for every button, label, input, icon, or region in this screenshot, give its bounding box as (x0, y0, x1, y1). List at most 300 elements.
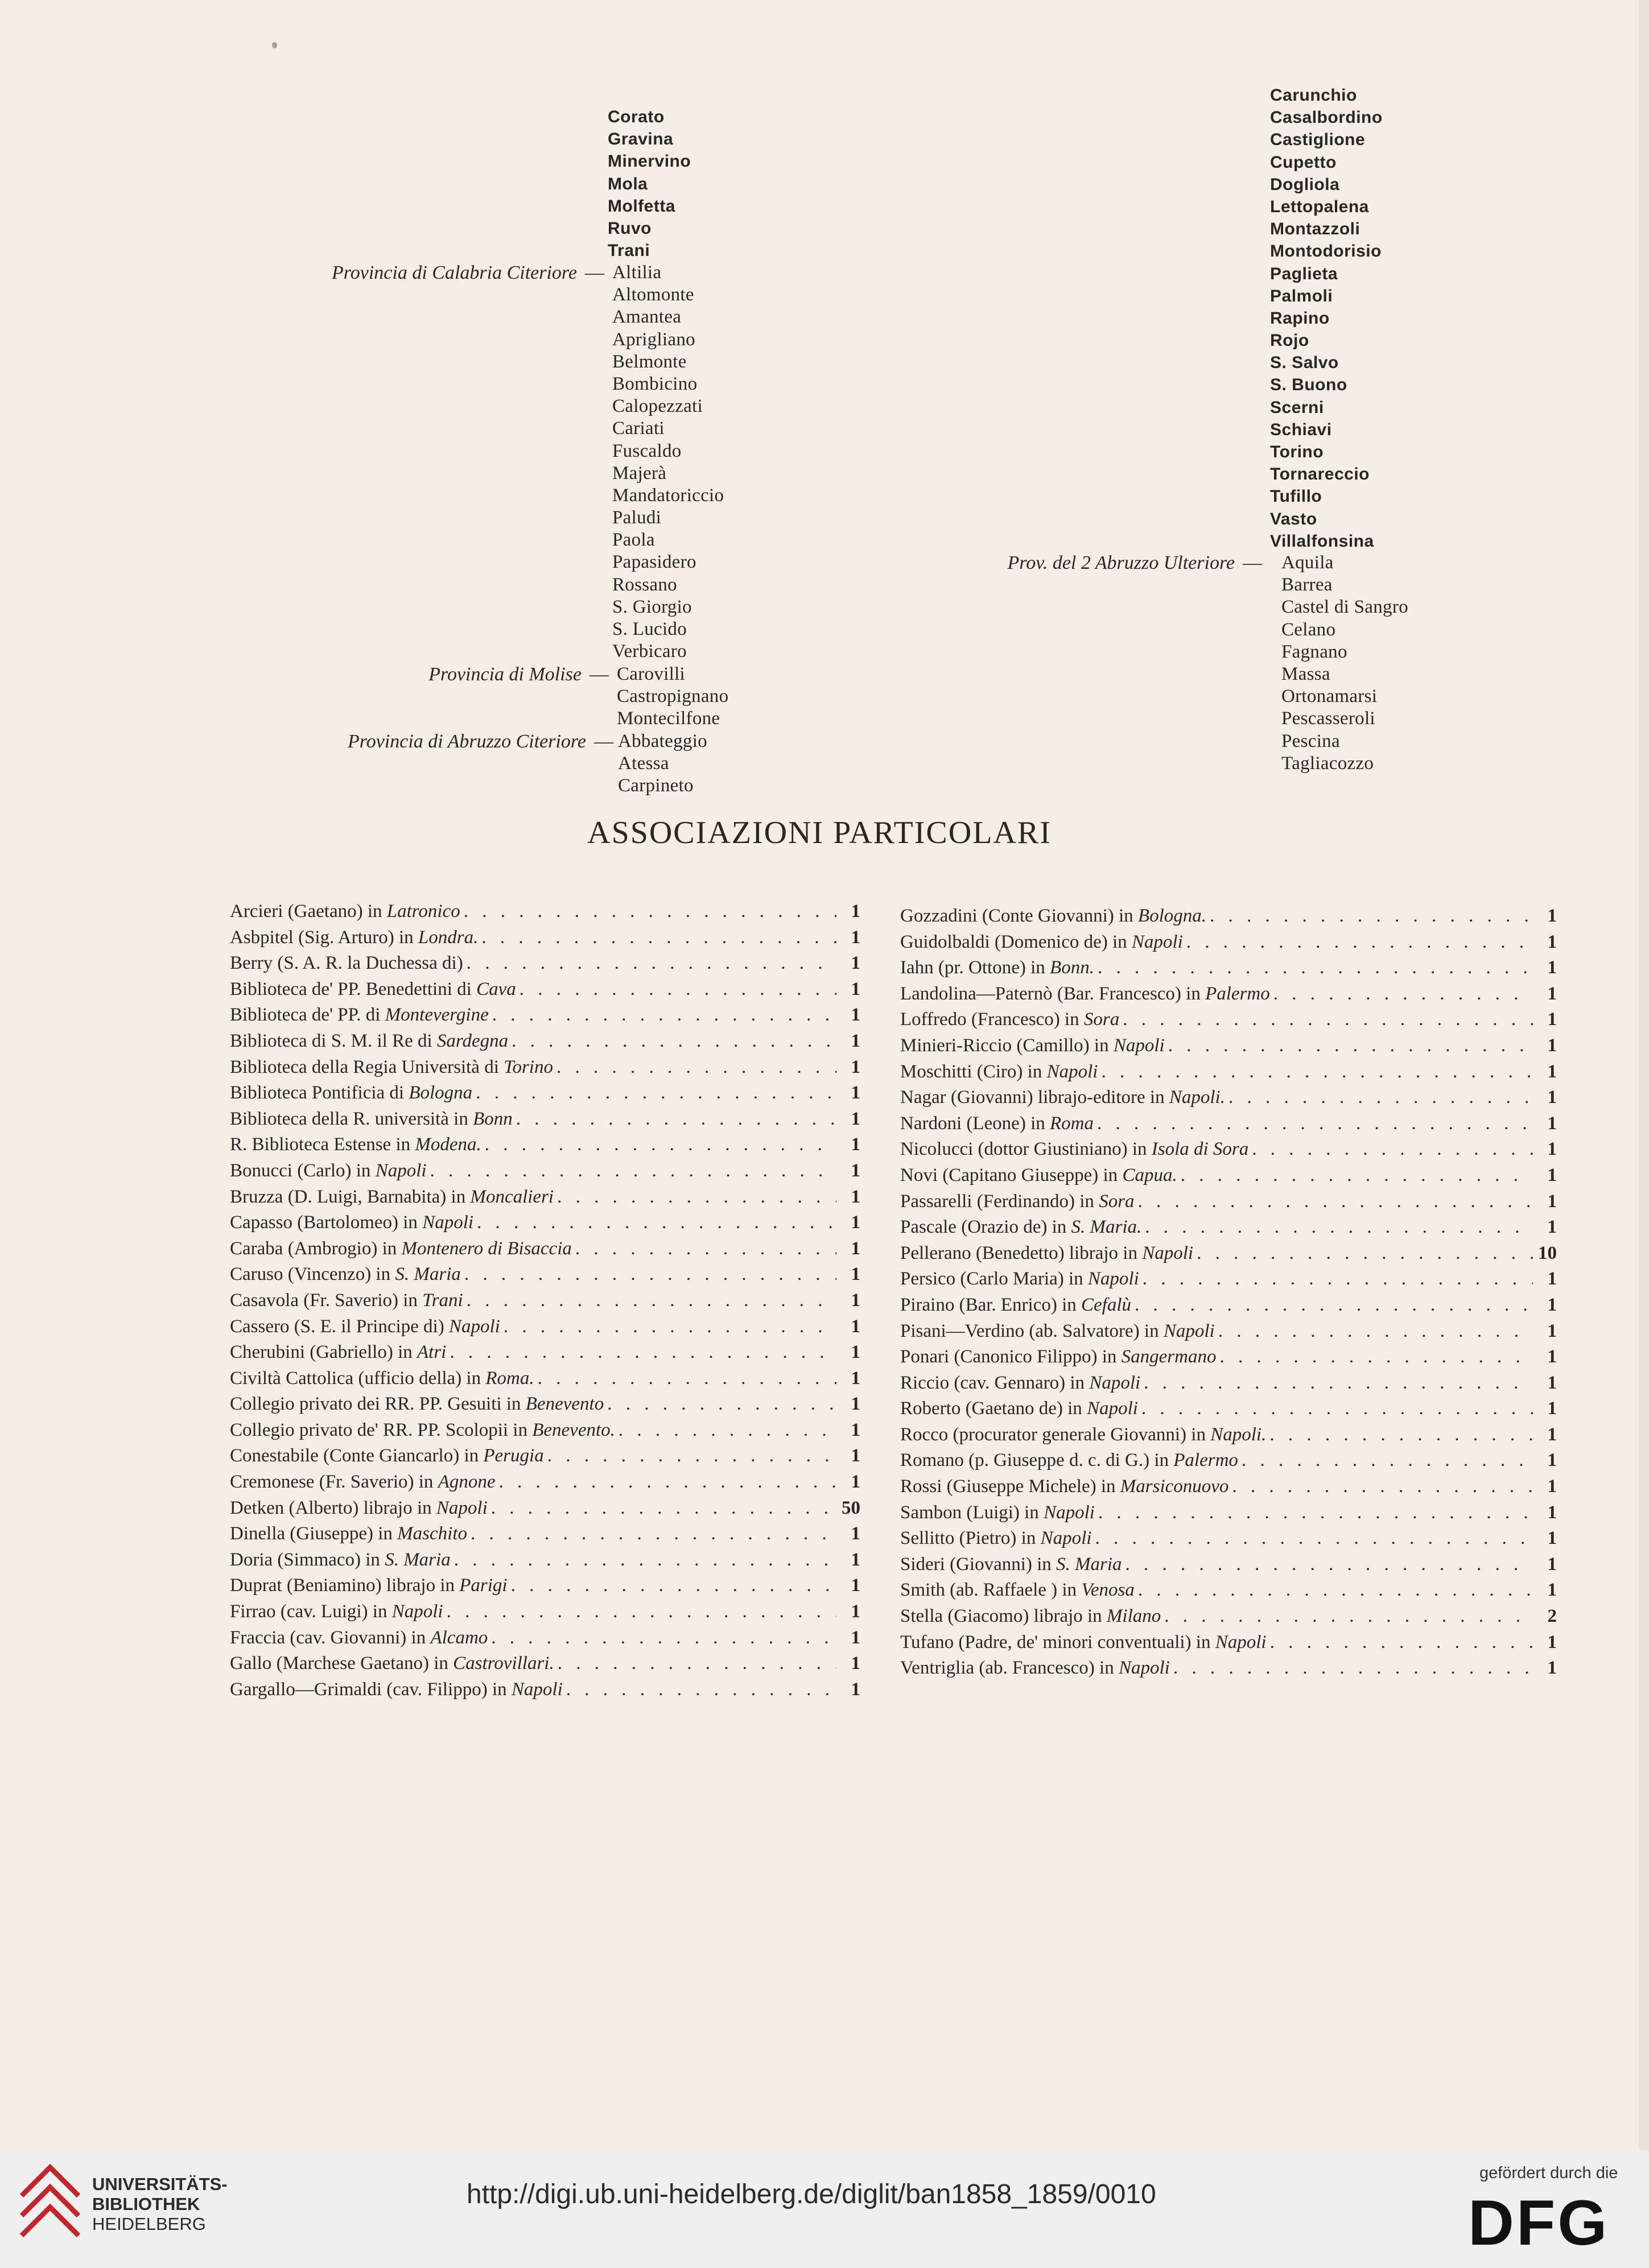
copies-count: 50 (842, 1497, 860, 1518)
subscriber-place: Palermo (1173, 1450, 1238, 1471)
subscriber-entry (900, 1344, 1557, 1370)
subscriber-name-text: Biblioteca della Regia Università di (230, 1056, 504, 1077)
subscriber-name-text: R. Biblioteca Estense in (230, 1134, 415, 1155)
province-label-abruzzo-ulteriore: Prov. del 2 Abruzzo Ulteriore — (1007, 552, 1262, 573)
copies-count: 1 (1547, 1061, 1557, 1082)
subscriber-name-text: Capasso (Bartolomeo) in (230, 1212, 423, 1233)
town-name: Scerni (1270, 398, 1324, 417)
subscriber-name-text: Riccio (cav. Gennaro) in (900, 1372, 1090, 1393)
subscriber-name-text: Loffredo (Francesco) in (900, 1009, 1084, 1030)
town-name: Corato (608, 108, 665, 126)
dot-leader (1097, 1111, 1533, 1137)
subscriber-entry (900, 929, 1557, 956)
subscriber-place: Napoli (436, 1497, 488, 1518)
subscriber-place: Parigi (459, 1575, 508, 1596)
subscriber-name-text: Gargallo—Grimaldi (cav. Filippo) in (230, 1679, 512, 1700)
subscriber-entry (900, 1552, 1557, 1578)
subscriber-place: Trani (422, 1290, 463, 1311)
subscriber-name (230, 977, 516, 1003)
subscriber-entry (230, 1677, 860, 1703)
dot-leader (447, 1599, 836, 1625)
town-name: Pescasseroli (1281, 708, 1375, 729)
library-name-line2: BIBLIOTHEK (92, 2194, 200, 2214)
dot-leader (454, 1547, 836, 1573)
subscriber-name-text: Tufano (Padre, de' minori conventuali) in (900, 1631, 1215, 1653)
dot-leader (1219, 1344, 1533, 1370)
copies-count: 1 (1547, 1191, 1557, 1212)
copies-count: 1 (1547, 1346, 1557, 1368)
subscriber-place: Roma. (485, 1368, 534, 1389)
subscriber-name (900, 1526, 1091, 1552)
subscriber-name-text: Conestabile (Conte Giancarlo) in (230, 1445, 484, 1466)
subscriber-entry (900, 1033, 1557, 1059)
copies-count: 1 (1547, 1320, 1557, 1341)
subscriber-entry (230, 1055, 860, 1081)
subscriber-name-text: Fraccia (cav. Giovanni) in (230, 1627, 431, 1648)
library-name (92, 2174, 228, 2234)
town-name: Amantea (612, 307, 682, 328)
subscriber-name (900, 1007, 1119, 1033)
dot-leader (450, 1340, 836, 1366)
town-name: Torino (1270, 443, 1324, 461)
subscriber-name-text: Bruzza (D. Luigi, Barnabita) in (230, 1186, 471, 1207)
dot-leader (557, 1184, 836, 1211)
town-name: Papasidero (612, 552, 696, 573)
copies-count: 1 (851, 1290, 860, 1311)
subscriber-place: Atri (417, 1342, 447, 1363)
subscriber-place: Napoli (1215, 1631, 1267, 1653)
subscriber-place: Sora (1099, 1191, 1135, 1212)
subscriber-entry (230, 925, 860, 951)
subscriber-name (900, 1111, 1094, 1137)
town-name: Paglieta (1270, 264, 1338, 283)
subscriber-place: Napoli (1046, 1061, 1098, 1082)
dot-leader (1144, 1370, 1533, 1397)
subscriber-name (900, 1189, 1135, 1215)
subscriber-name-text: Doria (Simmaco) in (230, 1549, 385, 1570)
copies-count: 1 (851, 1342, 860, 1363)
subscriber-entry (900, 1292, 1557, 1319)
dot-leader (1098, 1500, 1533, 1526)
subscriber-name (230, 1106, 513, 1133)
subscriber-name (230, 1677, 563, 1703)
subscriber-name-text: Piraino (Bar. Enrico) in (900, 1294, 1082, 1315)
subscriber-place: Napoli (1040, 1528, 1092, 1549)
dot-leader (476, 1080, 836, 1106)
subscriber-name-text: Sellitto (Pietro) in (900, 1528, 1041, 1549)
copies-count: 1 (1547, 1217, 1557, 1238)
dot-leader (481, 925, 836, 951)
dot-leader (1197, 1241, 1533, 1267)
subscriber-name (900, 1474, 1228, 1500)
subscriber-place: Napoli (1142, 1242, 1194, 1263)
copies-count: 1 (851, 1445, 860, 1466)
copies-count: 1 (851, 1679, 860, 1700)
subscriber-name-text: Caraba (Ambrogio) in (230, 1238, 402, 1259)
town-name: Rojo (1270, 331, 1309, 350)
town-name: Schiavi (1270, 420, 1332, 439)
subscriber-name-text: Cherubini (Gabriello) in (230, 1342, 418, 1363)
subscriber-name-text: Nicolucci (dottor Giustiniano) in (900, 1139, 1152, 1160)
copies-count: 1 (1547, 983, 1557, 1004)
dot-leader (558, 1651, 836, 1677)
copies-count: 1 (1547, 1554, 1557, 1575)
subscriber-name-text: Pellerano (Benedetto) librajo in (900, 1242, 1143, 1263)
town-name: Dogliola (1270, 175, 1340, 194)
dot-leader (619, 1418, 836, 1444)
copies-count: 1 (1547, 1502, 1557, 1523)
permalink-url[interactable]: http://digi.ub.uni-heidelberg.de/diglit/ban1858_1859/0010 (467, 2179, 1156, 2209)
subscriber-name-text: Landolina—Paternò (Bar. Francesco) in (900, 983, 1206, 1004)
subscriber-place: Napoli (511, 1679, 563, 1700)
subscriber-name-text: Nardoni (Leone) in (900, 1113, 1050, 1134)
dot-leader (492, 1002, 836, 1028)
subscriber-name (230, 1547, 451, 1573)
subscriber-name-text: Stella (Giacomo) librajo in (900, 1606, 1107, 1627)
subscriber-entry (900, 1655, 1557, 1682)
town-name: Paludi (612, 507, 662, 528)
town-name: Montecilfone (617, 708, 720, 729)
dot-leader (1181, 1163, 1533, 1189)
subscriber-name (230, 1028, 508, 1055)
subscriber-place: Napoli (391, 1601, 443, 1622)
copies-count: 1 (851, 1186, 860, 1207)
subscriber-entry (900, 1059, 1557, 1085)
subscriber-name-text: Iahn (pr. Ottone) in (900, 957, 1050, 978)
subscriber-name (900, 1630, 1267, 1656)
town-name: Minervino (608, 152, 691, 171)
subscriber-place: Cefalù (1081, 1294, 1132, 1315)
ink-spot (272, 42, 277, 48)
town-name: Montazzoli (1270, 220, 1361, 239)
subscriber-place: Capua. (1122, 1164, 1177, 1185)
town-name: Tagliacozzo (1281, 753, 1374, 774)
town-name: Aquila (1281, 552, 1334, 573)
subscriber-entry (230, 1210, 860, 1236)
dot-leader (1098, 955, 1533, 981)
subscriber-place: Montenero di Bisaccia (401, 1238, 572, 1259)
town-name: Casalbordino (1270, 108, 1383, 127)
copies-count: 1 (851, 1083, 860, 1104)
subscriber-name (230, 1521, 467, 1547)
subscriber-entry (230, 1340, 860, 1366)
subscriber-name (900, 903, 1206, 929)
copies-count: 1 (1547, 931, 1557, 952)
subscriber-entry (900, 1500, 1557, 1526)
subscriber-place: Napoli (1089, 1372, 1141, 1393)
copies-count: 1 (1547, 1035, 1557, 1056)
subscriber-name-text: Ventriglia (ab. Francesco) in (900, 1658, 1119, 1679)
subscriber-place: Modena. (415, 1134, 481, 1155)
town-name: Montodorisio (1270, 242, 1382, 261)
dot-leader (499, 1469, 837, 1496)
subscriber-place: Sora (1083, 1009, 1120, 1030)
copies-count: 1 (1547, 1631, 1557, 1653)
subscriber-name (230, 1366, 534, 1392)
subscriber-entry (900, 1241, 1557, 1267)
subscriber-entry (900, 1111, 1557, 1137)
subscriber-name (230, 1132, 481, 1158)
molise-town-list (617, 663, 728, 730)
subscriber-name (900, 1292, 1131, 1319)
town-name: Pescina (1281, 730, 1340, 751)
subscriber-place: Roma (1050, 1113, 1094, 1134)
town-name: S. Lucido (612, 619, 687, 639)
subscriber-name (230, 1184, 554, 1211)
dot-leader (520, 977, 836, 1003)
dot-leader (607, 1391, 836, 1418)
subscriber-place: S. Maria (385, 1549, 451, 1570)
town-name: Palmoli (1270, 286, 1333, 305)
town-name: Bombicino (612, 373, 698, 394)
town-name: Ortonamarsi (1281, 686, 1378, 707)
subscriber-name-text: Cremonese (Fr. Saverio) in (230, 1472, 438, 1493)
subscriber-entry (900, 955, 1557, 981)
town-name: Castel di Sangro (1281, 597, 1408, 618)
subscriber-name-text: Biblioteca de' PP. Benedettini di (230, 978, 477, 999)
town-name: Cupetto (1270, 152, 1337, 172)
town-name: Abbateggio (618, 731, 707, 751)
subscriber-entry (230, 1651, 860, 1677)
dot-leader (1101, 1059, 1533, 1085)
copies-count: 1 (1547, 1164, 1557, 1185)
dot-leader (1186, 929, 1533, 956)
subscriber-place: Napoli (1131, 931, 1183, 952)
subscriber-place: Montevergine (385, 1005, 489, 1026)
subscriber-place: Napoli. (1210, 1424, 1267, 1445)
town-name: Mola (608, 174, 648, 193)
subscriber-place: Torino (504, 1056, 553, 1077)
subscriber-name-text: Passarelli (Ferdinando) in (900, 1191, 1099, 1212)
subscriber-name-text: Bonucci (Carlo) in (230, 1160, 376, 1181)
subscriber-name-text: Pascale (Orazio de) in (900, 1217, 1071, 1238)
subscriber-entry (230, 1418, 860, 1444)
subscriber-place: Bologna. (1137, 906, 1206, 926)
subscriber-name-text: Collegio privato dei RR. PP. Gesuiti in (230, 1394, 526, 1415)
subscriber-name-text: Roberto (Gaetano de) in (900, 1398, 1087, 1419)
dfg-logo: DFG (1468, 2187, 1610, 2258)
subscriber-name (230, 1496, 488, 1522)
town-name: Castropignano (617, 686, 729, 707)
subscriber-name (900, 1214, 1141, 1241)
subscriber-name-text: Caruso (Vincenzo) in (230, 1264, 395, 1285)
subscriber-name (230, 1236, 572, 1262)
copies-count: 1 (851, 1108, 860, 1129)
subscriber-place: Palermo (1205, 983, 1270, 1004)
subscriber-entry (230, 899, 860, 925)
copies-count: 1 (1547, 1450, 1557, 1471)
copies-count: 1 (1547, 1372, 1557, 1393)
copies-count: 1 (1547, 1580, 1557, 1601)
town-name: Paola (612, 530, 655, 551)
town-name: Majerà (612, 462, 667, 484)
subscriber-name (900, 1033, 1165, 1059)
subscriber-name (230, 1288, 463, 1314)
subscriber-place: Latronico (386, 901, 460, 922)
subscriber-entry (230, 1521, 860, 1547)
copies-count: 1 (851, 927, 860, 948)
subscriber-entry (900, 1474, 1557, 1500)
dot-leader (512, 1028, 836, 1055)
subscriber-entry (900, 1396, 1557, 1422)
subscriber-entry (900, 1214, 1557, 1241)
copies-count: 1 (851, 1575, 860, 1596)
copies-count: 1 (1547, 1528, 1557, 1549)
subscriber-entry (900, 1007, 1557, 1033)
copies-count: 1 (851, 978, 860, 999)
town-name: Celano (1281, 619, 1336, 640)
subscriber-entry (900, 903, 1557, 929)
subscriber-name-text: Arcieri (Gaetano) in (230, 901, 387, 922)
subscriber-place: Isola di Sora (1151, 1139, 1249, 1160)
dot-leader (1126, 1552, 1533, 1578)
dot-leader (467, 951, 836, 977)
copies-count: 1 (1547, 1476, 1557, 1497)
copies-count: 1 (851, 1419, 860, 1440)
town-name: Rapino (1270, 308, 1330, 328)
subscriber-entry (230, 1469, 860, 1496)
subscriber-name (230, 1443, 544, 1469)
subscriber-name (900, 1604, 1161, 1630)
copies-count: 1 (1547, 1424, 1557, 1445)
copies-count: 1 (1547, 1294, 1557, 1315)
dot-leader (1218, 1319, 1533, 1345)
subscriber-place: Napoli (1163, 1320, 1215, 1341)
town-name: Calopezzati (612, 396, 703, 417)
dot-leader (467, 1288, 836, 1314)
dot-leader (464, 1262, 836, 1288)
dot-leader (566, 1677, 836, 1703)
town-name: Carpineto (618, 775, 694, 796)
subscriber-name-text: Gallo (Marchese Gaetano) in (230, 1653, 454, 1674)
subscriber-place: Venosa (1081, 1580, 1135, 1601)
copies-count: 1 (851, 1472, 860, 1493)
town-name: Lettopalena (1270, 197, 1369, 216)
dot-leader (1164, 1604, 1533, 1630)
dot-leader (1232, 1474, 1533, 1500)
subscriber-entry (900, 1422, 1557, 1448)
copies-count: 1 (1547, 1139, 1557, 1160)
copies-count: 1 (851, 1549, 860, 1570)
subscriber-place: Napoli (1087, 1269, 1139, 1290)
dot-leader (1228, 1085, 1533, 1111)
subscriber-entry (900, 1266, 1557, 1292)
dot-leader (1269, 1422, 1533, 1448)
subscriber-entry (230, 1391, 860, 1418)
subscriber-place: Londra. (418, 927, 479, 948)
dot-leader (1123, 1007, 1533, 1033)
subscribers-left-column (230, 899, 860, 1703)
subscriber-name (230, 1418, 615, 1444)
library-name-line1: UNIVERSITÄTS- (92, 2174, 228, 2194)
subscriber-name (230, 1651, 554, 1677)
subscriber-name (230, 1210, 473, 1236)
subscriber-name-text: Duprat (Beniamino) librajo in (230, 1575, 460, 1596)
subscriber-name (900, 1319, 1215, 1345)
subscriber-name (900, 1241, 1193, 1267)
copies-count: 1 (1547, 906, 1557, 926)
town-name: Rossano (612, 574, 677, 595)
town-name: Castiglione (1270, 130, 1366, 150)
dot-leader (1173, 1655, 1533, 1682)
subscriber-name (230, 1573, 508, 1599)
copies-count: 1 (851, 1601, 860, 1622)
left-town-list-bold (608, 106, 691, 262)
subscriber-entry (900, 1577, 1557, 1604)
subscriber-name-text: Collegio privato de' RR. PP. Scolopii in (230, 1419, 533, 1440)
subscriber-name (900, 1370, 1140, 1397)
copies-count: 1 (851, 1030, 860, 1051)
subscriber-name-text: Rocco (procurator generale Giovanni) in (900, 1424, 1211, 1445)
subscriber-name (900, 1655, 1170, 1682)
subscriber-place: Bonn. (1050, 957, 1094, 978)
town-name: Tufillo (1270, 487, 1322, 506)
town-name: S. Salvo (1270, 353, 1339, 373)
copies-count: 1 (851, 1653, 860, 1674)
subscriber-place: S. Maria (1056, 1554, 1122, 1575)
subscriber-name (230, 1340, 446, 1366)
subscriber-entry (230, 977, 860, 1003)
subscriber-entry (230, 1366, 860, 1392)
copies-count: 1 (851, 1316, 860, 1337)
subscriber-place: Sardegna (436, 1030, 509, 1051)
copies-count: 1 (851, 901, 860, 922)
copies-count: 1 (851, 1627, 860, 1648)
subscriber-name (900, 1344, 1216, 1370)
dot-leader (547, 1443, 836, 1469)
subscriber-name-text: Ponari (Canonico Filippo) in (900, 1346, 1122, 1368)
calabria-town-list (612, 262, 724, 663)
subscriber-name-text: Guidolbaldi (Domenico de) in (900, 931, 1132, 952)
subscriber-entry (900, 1604, 1557, 1630)
dot-leader (1168, 1033, 1533, 1059)
dot-leader (1141, 1396, 1533, 1422)
copies-count: 1 (1547, 1398, 1557, 1419)
subscriber-name-text: Novi (Capitano Giuseppe) in (900, 1164, 1123, 1185)
province-label-molise: Provincia di Molise — (428, 664, 609, 685)
dot-leader (477, 1210, 836, 1236)
funded-by-label: gefördert durch die (1479, 2164, 1618, 2182)
dot-leader (464, 899, 836, 925)
copies-count: 1 (1547, 1658, 1557, 1679)
subscriber-place: Perugia (483, 1445, 544, 1466)
subscriber-entry (900, 981, 1557, 1007)
subscriber-name (230, 1391, 604, 1418)
subscriber-name (230, 1055, 553, 1081)
subscriber-place: S. Maria. (1071, 1217, 1142, 1238)
town-name: Gravina (608, 130, 674, 149)
dot-leader (1138, 1189, 1533, 1215)
subscriber-name-text: Biblioteca de' PP. di (230, 1005, 385, 1026)
subscriber-name-text: Berry (S. A. R. la Duchessa di) (230, 953, 463, 974)
town-name: Fagnano (1281, 641, 1347, 662)
subscriber-name-text: Cassero (S. E. il Principe di) (230, 1316, 449, 1337)
dot-leader (1095, 1526, 1533, 1552)
subscriber-name (900, 981, 1270, 1007)
subscriber-entry (900, 1526, 1557, 1552)
copies-count: 1 (851, 1394, 860, 1415)
town-name: Belmonte (612, 351, 687, 372)
subscriber-entry (230, 1314, 860, 1340)
subscriber-name-text: Biblioteca Pontificia di (230, 1083, 409, 1104)
subscriber-entry (230, 1080, 860, 1106)
subscriber-place: Napoli. (1169, 1087, 1225, 1108)
subscriber-place: Napoli (422, 1212, 474, 1233)
copies-count: 1 (851, 1523, 860, 1544)
subscriber-place: Agnone (438, 1472, 496, 1493)
subscriber-name-text: Sambon (Luigi) in (900, 1502, 1044, 1523)
dot-leader (1270, 1630, 1533, 1656)
